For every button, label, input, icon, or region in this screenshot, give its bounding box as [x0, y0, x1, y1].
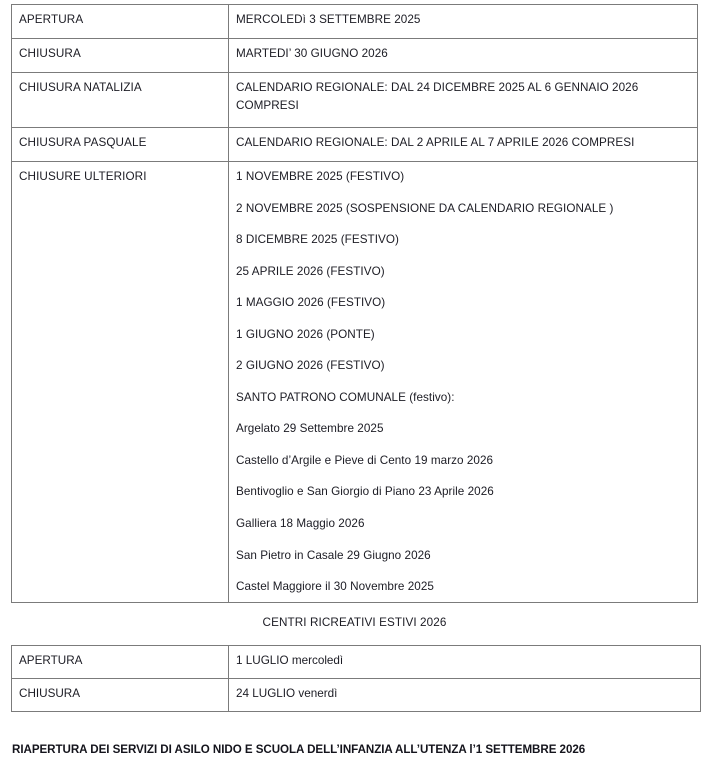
table-row	[12, 679, 701, 712]
value-lines	[236, 45, 697, 63]
list-item: Argelato 29 Settembre 2025	[236, 422, 384, 436]
row-value-chiusura-pasquale	[229, 128, 698, 162]
row-value-summer-apertura: 1 LUGLIO mercoledì	[229, 646, 701, 679]
list-item: 25 APRILE 2026 (FESTIVO)	[236, 264, 385, 278]
row-value-chiusura	[229, 39, 698, 73]
table-row	[12, 162, 698, 603]
value-line: CALENDARIO REGIONALE: DAL 2 APRILE AL 7 APRILE 2026 COMPRESI	[236, 136, 635, 149]
table-row	[12, 128, 698, 162]
row-value-apertura	[229, 5, 698, 39]
row-label-apertura: APERTURA	[12, 5, 229, 39]
table-row	[12, 5, 698, 39]
table-row	[12, 73, 698, 128]
list-item: 2 GIUGNO 2026 (FESTIVO)	[236, 359, 385, 373]
list-item: Bentivoglio e San Giorgio di Piano 23 Aprile 2026	[236, 485, 494, 499]
list-item: 2 NOVEMBRE 2025 (SOSPENSIONE DA CALENDARIO REGIONALE )	[236, 201, 614, 215]
row-value-chiusure-ulteriori	[229, 162, 698, 603]
summer-centres-body	[12, 646, 701, 712]
summer-centres-table	[11, 645, 701, 712]
row-label-chiusura-natalizia: CHIUSURA NATALIZIA	[12, 73, 229, 128]
value-line: CALENDARIO REGIONALE: DAL 24 DICEMBRE 2025 AL 6 GENNAIO 2026 COMPRESI	[236, 81, 639, 112]
list-item: 1 GIUGNO 2026 (PONTE)	[236, 327, 375, 341]
list-item: 8 DICEMBRE 2025 (FESTIVO)	[236, 233, 399, 247]
row-value-summer-chiusura: 24 LUGLIO venerdì	[229, 679, 701, 712]
footer-note-riapertura: RIAPERTURA DEI SERVIZI DI ASILO NIDO E SCUOLA DELL’INFANZIA ALL’UTENZA l’1 SETTEMBRE 2026	[12, 743, 586, 756]
table-row	[12, 39, 698, 73]
row-value-chiusura-natalizia	[229, 73, 698, 128]
table-row	[12, 646, 701, 679]
value-lines	[236, 134, 697, 152]
list-item: Castello d’Argile e Pieve di Cento 19 marzo 2026	[236, 453, 494, 467]
list-item: Galliera 18 Maggio 2026	[236, 517, 365, 531]
row-label-chiusure-ulteriori: CHIUSURE ULTERIORI	[12, 162, 229, 603]
list-item: 1 MAGGIO 2026 (FESTIVO)	[236, 296, 386, 310]
row-label-chiusura-pasquale: CHIUSURA PASQUALE	[12, 128, 229, 162]
value-line: MARTEDI’ 30 GIUGNO 2026	[236, 47, 388, 60]
row-label-chiusura: CHIUSURA	[12, 39, 229, 73]
row-label-summer-apertura: APERTURA	[12, 646, 229, 679]
value-lines	[236, 79, 697, 114]
section-heading-centri-ricreativi-estivi: CENTRI RICREATIVI ESTIVI 2026	[262, 616, 447, 629]
row-label-summer-chiusura: CHIUSURA	[12, 679, 229, 712]
school-calendar-table	[11, 4, 698, 603]
closure-list	[236, 168, 697, 596]
list-item: 1 NOVEMBRE 2025 (FESTIVO)	[236, 170, 405, 183]
value-line: MERCOLEDì 3 SETTEMBRE 2025	[236, 13, 421, 26]
list-item: SANTO PATRONO COMUNALE (festivo):	[236, 390, 455, 404]
list-item: San Pietro in Casale 29 Giugno 2026	[236, 548, 431, 562]
value-lines	[236, 11, 697, 29]
school-calendar-body	[12, 5, 698, 603]
list-item: Castel Maggiore il 30 Novembre 2025	[236, 580, 434, 594]
